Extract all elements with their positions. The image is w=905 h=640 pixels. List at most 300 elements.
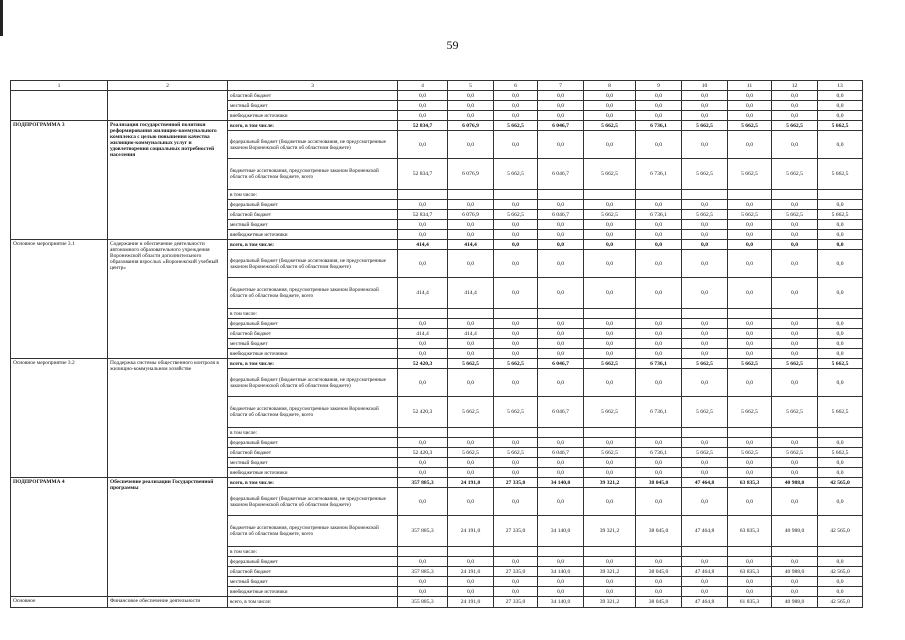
- amount-cell: 24 191,0: [448, 567, 494, 577]
- amount-cell: 0,0: [494, 557, 538, 567]
- amount-cell: 5 662,5: [818, 448, 863, 458]
- amount-cell: 0,0: [584, 111, 636, 121]
- amount-cell: 0,0: [494, 230, 538, 240]
- amount-cell: 0,0: [398, 488, 448, 516]
- amount-cell: 5 662,5: [772, 397, 818, 428]
- funding-source-cell: бюджетные ассигнования, предусмотренные законом Воронежской области об областном бюджете, всего: [228, 159, 398, 190]
- amount-cell: 0,0: [538, 488, 584, 516]
- amount-cell: 0,0: [448, 200, 494, 210]
- amount-cell: [728, 309, 772, 319]
- amount-cell: 0,0: [728, 468, 772, 478]
- amount-cell: 6 736,1: [636, 121, 682, 131]
- amount-cell: 0,0: [538, 111, 584, 121]
- funding-source-cell: всего, в том числе:: [228, 597, 398, 608]
- column-number-cell: 10: [682, 81, 728, 91]
- program-code-cell: Основное мероприятие 3.1: [11, 240, 108, 359]
- funding-source-cell: федеральный бюджет: [228, 319, 398, 329]
- amount-cell: 0,0: [682, 131, 728, 159]
- amount-cell: 0,0: [494, 339, 538, 349]
- column-number-cell: 11: [728, 81, 772, 91]
- amount-cell: 0,0: [636, 339, 682, 349]
- amount-cell: 0,0: [818, 438, 863, 448]
- funding-source-cell: федеральный бюджет (бюджетные ассигнования, не предусмотренные законом Воронежской области об областном бюджете): [228, 131, 398, 159]
- amount-cell: 0,0: [682, 111, 728, 121]
- amount-cell: 5 662,5: [494, 448, 538, 458]
- amount-cell: 0,0: [682, 230, 728, 240]
- amount-cell: 0,0: [818, 557, 863, 567]
- amount-cell: 5 662,5: [728, 448, 772, 458]
- amount-cell: [448, 309, 494, 319]
- amount-cell: 5 662,5: [728, 121, 772, 131]
- amount-cell: 52 834,7: [398, 159, 448, 190]
- amount-cell: 0,0: [448, 458, 494, 468]
- amount-cell: 0,0: [494, 329, 538, 339]
- funding-source-cell: областной бюджет: [228, 91, 398, 101]
- amount-cell: 0,0: [818, 101, 863, 111]
- amount-cell: 0,0: [682, 557, 728, 567]
- amount-cell: [682, 428, 728, 438]
- amount-cell: 0,0: [494, 488, 538, 516]
- amount-cell: 0,0: [538, 438, 584, 448]
- amount-cell: 0,0: [398, 131, 448, 159]
- amount-cell: 0,0: [728, 278, 772, 309]
- amount-cell: 0,0: [682, 319, 728, 329]
- program-code-cell: Основное: [11, 597, 108, 608]
- amount-cell: 0,0: [682, 587, 728, 597]
- amount-cell: 5 662,5: [682, 448, 728, 458]
- amount-cell: 0,0: [398, 438, 448, 448]
- amount-cell: 0,0: [538, 369, 584, 397]
- column-number-cell: 6: [494, 81, 538, 91]
- table-row: [11, 240, 863, 250]
- amount-cell: 0,0: [584, 339, 636, 349]
- amount-cell: 0,0: [636, 250, 682, 278]
- amount-cell: 0,0: [772, 438, 818, 448]
- funding-source-cell: бюджетные ассигнования, предусмотренные законом Воронежской области об областном бюджете, всего: [228, 278, 398, 309]
- amount-cell: 0,0: [772, 319, 818, 329]
- table-row: [11, 91, 863, 101]
- amount-cell: 0,0: [448, 111, 494, 121]
- amount-cell: 0,0: [772, 131, 818, 159]
- amount-cell: 47 464,8: [682, 597, 728, 608]
- amount-cell: 0,0: [494, 131, 538, 159]
- amount-cell: 0,0: [818, 250, 863, 278]
- amount-cell: 38 045,0: [636, 597, 682, 608]
- amount-cell: 0,0: [818, 131, 863, 159]
- amount-cell: 0,0: [494, 240, 538, 250]
- amount-cell: 0,0: [538, 250, 584, 278]
- amount-cell: 27 335,0: [494, 567, 538, 577]
- amount-cell: 0,0: [772, 200, 818, 210]
- amount-cell: 0,0: [728, 220, 772, 230]
- amount-cell: [494, 190, 538, 200]
- amount-cell: 27 335,0: [494, 597, 538, 608]
- amount-cell: 0,0: [398, 369, 448, 397]
- amount-cell: 5 662,5: [682, 121, 728, 131]
- amount-cell: 0,0: [538, 230, 584, 240]
- amount-cell: 63 835,3: [728, 567, 772, 577]
- amount-cell: 0,0: [448, 557, 494, 567]
- amount-cell: 5 662,5: [584, 210, 636, 220]
- amount-cell: 0,0: [818, 339, 863, 349]
- amount-cell: 0,0: [636, 349, 682, 359]
- amount-cell: 40 988,0: [772, 597, 818, 608]
- amount-cell: 0,0: [636, 91, 682, 101]
- amount-cell: 0,0: [682, 369, 728, 397]
- amount-cell: 6 046,7: [538, 210, 584, 220]
- amount-cell: 0,0: [494, 101, 538, 111]
- amount-cell: 39 321,2: [584, 478, 636, 488]
- table-row: [11, 597, 863, 608]
- amount-cell: 5 662,5: [818, 210, 863, 220]
- amount-cell: 5 662,5: [682, 397, 728, 428]
- amount-cell: 0,0: [682, 278, 728, 309]
- amount-cell: 5 662,5: [584, 448, 636, 458]
- amount-cell: 0,0: [818, 278, 863, 309]
- amount-cell: 0,0: [494, 349, 538, 359]
- amount-cell: 0,0: [682, 488, 728, 516]
- amount-cell: 0,0: [636, 438, 682, 448]
- column-number-cell: 7: [538, 81, 584, 91]
- amount-cell: 42 565,0: [818, 478, 863, 488]
- amount-cell: 39 321,2: [584, 567, 636, 577]
- amount-cell: 6 076,9: [448, 121, 494, 131]
- amount-cell: 0,0: [728, 339, 772, 349]
- amount-cell: 0,0: [772, 349, 818, 359]
- amount-cell: 0,0: [818, 468, 863, 478]
- amount-cell: [538, 547, 584, 557]
- amount-cell: 0,0: [772, 458, 818, 468]
- amount-cell: 0,0: [772, 250, 818, 278]
- amount-cell: 5 662,5: [682, 359, 728, 369]
- amount-cell: 27 335,0: [494, 516, 538, 547]
- amount-cell: 52 420,3: [398, 448, 448, 458]
- amount-cell: 6 046,7: [538, 121, 584, 131]
- amount-cell: 0,0: [584, 438, 636, 448]
- amount-cell: [728, 428, 772, 438]
- amount-cell: 0,0: [772, 577, 818, 587]
- amount-cell: 0,0: [636, 278, 682, 309]
- amount-cell: 0,0: [728, 329, 772, 339]
- amount-cell: 0,0: [728, 91, 772, 101]
- amount-cell: 357 885,3: [398, 478, 448, 488]
- amount-cell: 6 046,7: [538, 397, 584, 428]
- amount-cell: 5 662,5: [818, 397, 863, 428]
- amount-cell: 0,0: [448, 349, 494, 359]
- amount-cell: 24 191,0: [448, 597, 494, 608]
- amount-cell: [584, 190, 636, 200]
- program-code-cell: ПОДПРОГРАММА 3: [11, 121, 108, 240]
- amount-cell: 52 420,3: [398, 397, 448, 428]
- funding-source-cell: внебюджетные источники: [228, 468, 398, 478]
- amount-cell: 5 662,5: [772, 359, 818, 369]
- amount-cell: [818, 190, 863, 200]
- amount-cell: 27 335,0: [494, 478, 538, 488]
- budget-table-body: [11, 81, 863, 608]
- funding-source-cell: внебюджетные источники: [228, 349, 398, 359]
- amount-cell: 0,0: [772, 369, 818, 397]
- budget-table-container: [10, 80, 862, 608]
- amount-cell: 414,4: [448, 278, 494, 309]
- amount-cell: 5 662,5: [728, 159, 772, 190]
- amount-cell: 61 835,3: [728, 597, 772, 608]
- funding-source-cell: областной бюджет: [228, 210, 398, 220]
- program-name-cell: Поддержка системы общественного контроля в жилищно-коммунальном хозяйстве: [108, 359, 228, 478]
- amount-cell: 5 662,5: [728, 397, 772, 428]
- amount-cell: 414,4: [398, 278, 448, 309]
- amount-cell: 0,0: [398, 349, 448, 359]
- amount-cell: 0,0: [398, 230, 448, 240]
- amount-cell: 0,0: [728, 240, 772, 250]
- amount-cell: 5 662,5: [682, 210, 728, 220]
- amount-cell: 0,0: [728, 557, 772, 567]
- funding-source-cell: местный бюджет: [228, 577, 398, 587]
- amount-cell: 0,0: [398, 91, 448, 101]
- amount-cell: 0,0: [494, 458, 538, 468]
- funding-source-cell: федеральный бюджет (бюджетные ассигнования, не предусмотренные законом Воронежской области об областном бюджете): [228, 488, 398, 516]
- amount-cell: 0,0: [636, 468, 682, 478]
- amount-cell: 5 662,5: [448, 397, 494, 428]
- amount-cell: [584, 428, 636, 438]
- amount-cell: 0,0: [682, 438, 728, 448]
- amount-cell: 38 045,0: [636, 478, 682, 488]
- amount-cell: 0,0: [398, 220, 448, 230]
- funding-source-cell: в том числе:: [228, 309, 398, 319]
- amount-cell: [772, 428, 818, 438]
- amount-cell: 0,0: [494, 250, 538, 278]
- amount-cell: [636, 547, 682, 557]
- amount-cell: 0,0: [398, 468, 448, 478]
- amount-cell: 0,0: [728, 577, 772, 587]
- amount-cell: 0,0: [398, 101, 448, 111]
- program-name-cell: Содержание и обеспечение деятельности автономного образовательного учреждения Воронежской области дополнительного образования взрослых «Воронежский учебный центр»: [108, 240, 228, 359]
- amount-cell: 0,0: [772, 111, 818, 121]
- amount-cell: [772, 309, 818, 319]
- column-number-cell: 12: [772, 81, 818, 91]
- amount-cell: 0,0: [584, 557, 636, 567]
- amount-cell: 39 321,2: [584, 516, 636, 547]
- amount-cell: 0,0: [682, 468, 728, 478]
- amount-cell: 0,0: [772, 220, 818, 230]
- amount-cell: 5 662,5: [584, 159, 636, 190]
- funding-source-cell: бюджетные ассигнования, предусмотренные законом Воронежской области об областном бюджете, всего: [228, 397, 398, 428]
- amount-cell: 0,0: [538, 319, 584, 329]
- amount-cell: 0,0: [538, 220, 584, 230]
- amount-cell: 34 140,0: [538, 597, 584, 608]
- funding-source-cell: всего, в том числе:: [228, 478, 398, 488]
- amount-cell: 0,0: [682, 200, 728, 210]
- amount-cell: 6 076,9: [448, 159, 494, 190]
- funding-source-cell: областной бюджет: [228, 329, 398, 339]
- amount-cell: 0,0: [772, 240, 818, 250]
- page-number: 59: [446, 38, 459, 52]
- amount-cell: 0,0: [636, 200, 682, 210]
- column-number-cell: 3: [228, 81, 398, 91]
- amount-cell: 0,0: [636, 111, 682, 121]
- amount-cell: 34 140,0: [538, 567, 584, 577]
- amount-cell: 0,0: [636, 230, 682, 240]
- funding-source-cell: местный бюджет: [228, 458, 398, 468]
- amount-cell: 6 736,1: [636, 397, 682, 428]
- amount-cell: 0,0: [584, 240, 636, 250]
- amount-cell: 63 835,3: [728, 516, 772, 547]
- funding-source-cell: местный бюджет: [228, 101, 398, 111]
- amount-cell: 0,0: [636, 587, 682, 597]
- amount-cell: 52 834,7: [398, 121, 448, 131]
- funding-source-cell: в том числе:: [228, 547, 398, 557]
- amount-cell: [494, 309, 538, 319]
- funding-source-cell: всего, в том числе:: [228, 240, 398, 250]
- amount-cell: [494, 428, 538, 438]
- amount-cell: 0,0: [818, 240, 863, 250]
- amount-cell: 0,0: [494, 220, 538, 230]
- amount-cell: 0,0: [584, 131, 636, 159]
- amount-cell: 0,0: [636, 369, 682, 397]
- amount-cell: 0,0: [772, 101, 818, 111]
- amount-cell: 0,0: [494, 91, 538, 101]
- amount-cell: 0,0: [538, 349, 584, 359]
- amount-cell: 0,0: [772, 488, 818, 516]
- amount-cell: 0,0: [494, 438, 538, 448]
- funding-source-cell: внебюджетные источники: [228, 587, 398, 597]
- amount-cell: [398, 190, 448, 200]
- column-number-row: [11, 81, 863, 91]
- column-number-cell: 13: [818, 81, 863, 91]
- amount-cell: [398, 428, 448, 438]
- amount-cell: 0,0: [448, 220, 494, 230]
- amount-cell: 0,0: [584, 278, 636, 309]
- amount-cell: 0,0: [398, 577, 448, 587]
- amount-cell: 24 191,0: [448, 516, 494, 547]
- amount-cell: [636, 190, 682, 200]
- funding-source-cell: бюджетные ассигнования, предусмотренные законом Воронежской области об областном бюджете, всего: [228, 516, 398, 547]
- amount-cell: 0,0: [494, 111, 538, 121]
- amount-cell: 0,0: [584, 319, 636, 329]
- amount-cell: 0,0: [682, 577, 728, 587]
- amount-cell: 0,0: [538, 468, 584, 478]
- amount-cell: 0,0: [818, 488, 863, 516]
- amount-cell: 0,0: [584, 349, 636, 359]
- amount-cell: [682, 547, 728, 557]
- amount-cell: 0,0: [448, 131, 494, 159]
- amount-cell: 0,0: [584, 230, 636, 240]
- amount-cell: 0,0: [772, 557, 818, 567]
- amount-cell: 47 464,8: [682, 567, 728, 577]
- amount-cell: [772, 190, 818, 200]
- amount-cell: 5 662,5: [584, 397, 636, 428]
- program-code-cell: Основное мероприятие 3.2: [11, 359, 108, 478]
- amount-cell: 0,0: [494, 587, 538, 597]
- amount-cell: 5 662,5: [448, 448, 494, 458]
- amount-cell: 5 662,5: [494, 159, 538, 190]
- amount-cell: 0,0: [728, 349, 772, 359]
- amount-cell: 0,0: [448, 339, 494, 349]
- amount-cell: [538, 190, 584, 200]
- amount-cell: 0,0: [584, 369, 636, 397]
- program-name-cell: Реализация государственной политики реформирования жилищно-коммунального комплекса с целью повышения качества жилищно-коммунальных услуг и удовлетворения социальных потребностей населения: [108, 121, 228, 240]
- amount-cell: 6 736,1: [636, 159, 682, 190]
- amount-cell: 357 885,3: [398, 516, 448, 547]
- amount-cell: 34 140,0: [538, 478, 584, 488]
- amount-cell: [398, 309, 448, 319]
- amount-cell: [538, 309, 584, 319]
- amount-cell: 42 565,0: [818, 597, 863, 608]
- amount-cell: 0,0: [636, 458, 682, 468]
- amount-cell: 5 662,5: [772, 121, 818, 131]
- amount-cell: 0,0: [682, 91, 728, 101]
- amount-cell: 0,0: [584, 101, 636, 111]
- amount-cell: 5 662,5: [818, 121, 863, 131]
- funding-source-cell: федеральный бюджет: [228, 200, 398, 210]
- amount-cell: 0,0: [538, 240, 584, 250]
- amount-cell: [584, 309, 636, 319]
- amount-cell: 0,0: [682, 339, 728, 349]
- funding-source-cell: внебюджетные источники: [228, 111, 398, 121]
- amount-cell: 0,0: [818, 91, 863, 101]
- amount-cell: 0,0: [538, 101, 584, 111]
- amount-cell: 0,0: [772, 587, 818, 597]
- program-name-cell: Обеспечение реализации Государственной программы: [108, 478, 228, 597]
- amount-cell: 0,0: [398, 200, 448, 210]
- amount-cell: 0,0: [682, 329, 728, 339]
- column-number-cell: 5: [448, 81, 494, 91]
- amount-cell: 0,0: [584, 488, 636, 516]
- amount-cell: [818, 428, 863, 438]
- amount-cell: [728, 547, 772, 557]
- amount-cell: 5 662,5: [818, 359, 863, 369]
- funding-source-cell: в том числе:: [228, 190, 398, 200]
- amount-cell: 0,0: [818, 587, 863, 597]
- amount-cell: 0,0: [728, 131, 772, 159]
- amount-cell: 47 464,8: [682, 478, 728, 488]
- program-name-cell: [108, 91, 228, 121]
- amount-cell: 0,0: [728, 230, 772, 240]
- funding-source-cell: федеральный бюджет: [228, 557, 398, 567]
- amount-cell: 0,0: [494, 369, 538, 397]
- funding-source-cell: областной бюджет: [228, 448, 398, 458]
- amount-cell: 0,0: [584, 220, 636, 230]
- amount-cell: 0,0: [538, 339, 584, 349]
- amount-cell: [682, 190, 728, 200]
- amount-cell: 5 662,5: [818, 159, 863, 190]
- amount-cell: 0,0: [728, 101, 772, 111]
- amount-cell: 0,0: [584, 468, 636, 478]
- amount-cell: 42 565,0: [818, 567, 863, 577]
- funding-source-cell: в том числе:: [228, 428, 398, 438]
- amount-cell: 0,0: [682, 349, 728, 359]
- amount-cell: 5 662,5: [494, 359, 538, 369]
- amount-cell: 0,0: [636, 131, 682, 159]
- funding-source-cell: всего, в том числе:: [228, 359, 398, 369]
- amount-cell: 0,0: [818, 369, 863, 397]
- amount-cell: 0,0: [398, 339, 448, 349]
- amount-cell: 0,0: [682, 250, 728, 278]
- amount-cell: 52 834,7: [398, 210, 448, 220]
- column-number-cell: 1: [11, 81, 108, 91]
- amount-cell: 40 988,0: [772, 478, 818, 488]
- amount-cell: 414,4: [448, 240, 494, 250]
- amount-cell: 0,0: [448, 369, 494, 397]
- amount-cell: [818, 547, 863, 557]
- amount-cell: 0,0: [728, 587, 772, 597]
- amount-cell: 0,0: [818, 329, 863, 339]
- amount-cell: [448, 547, 494, 557]
- amount-cell: 24 191,0: [448, 478, 494, 488]
- amount-cell: [584, 547, 636, 557]
- amount-cell: 0,0: [818, 577, 863, 587]
- amount-cell: 0,0: [398, 458, 448, 468]
- amount-cell: 414,4: [448, 329, 494, 339]
